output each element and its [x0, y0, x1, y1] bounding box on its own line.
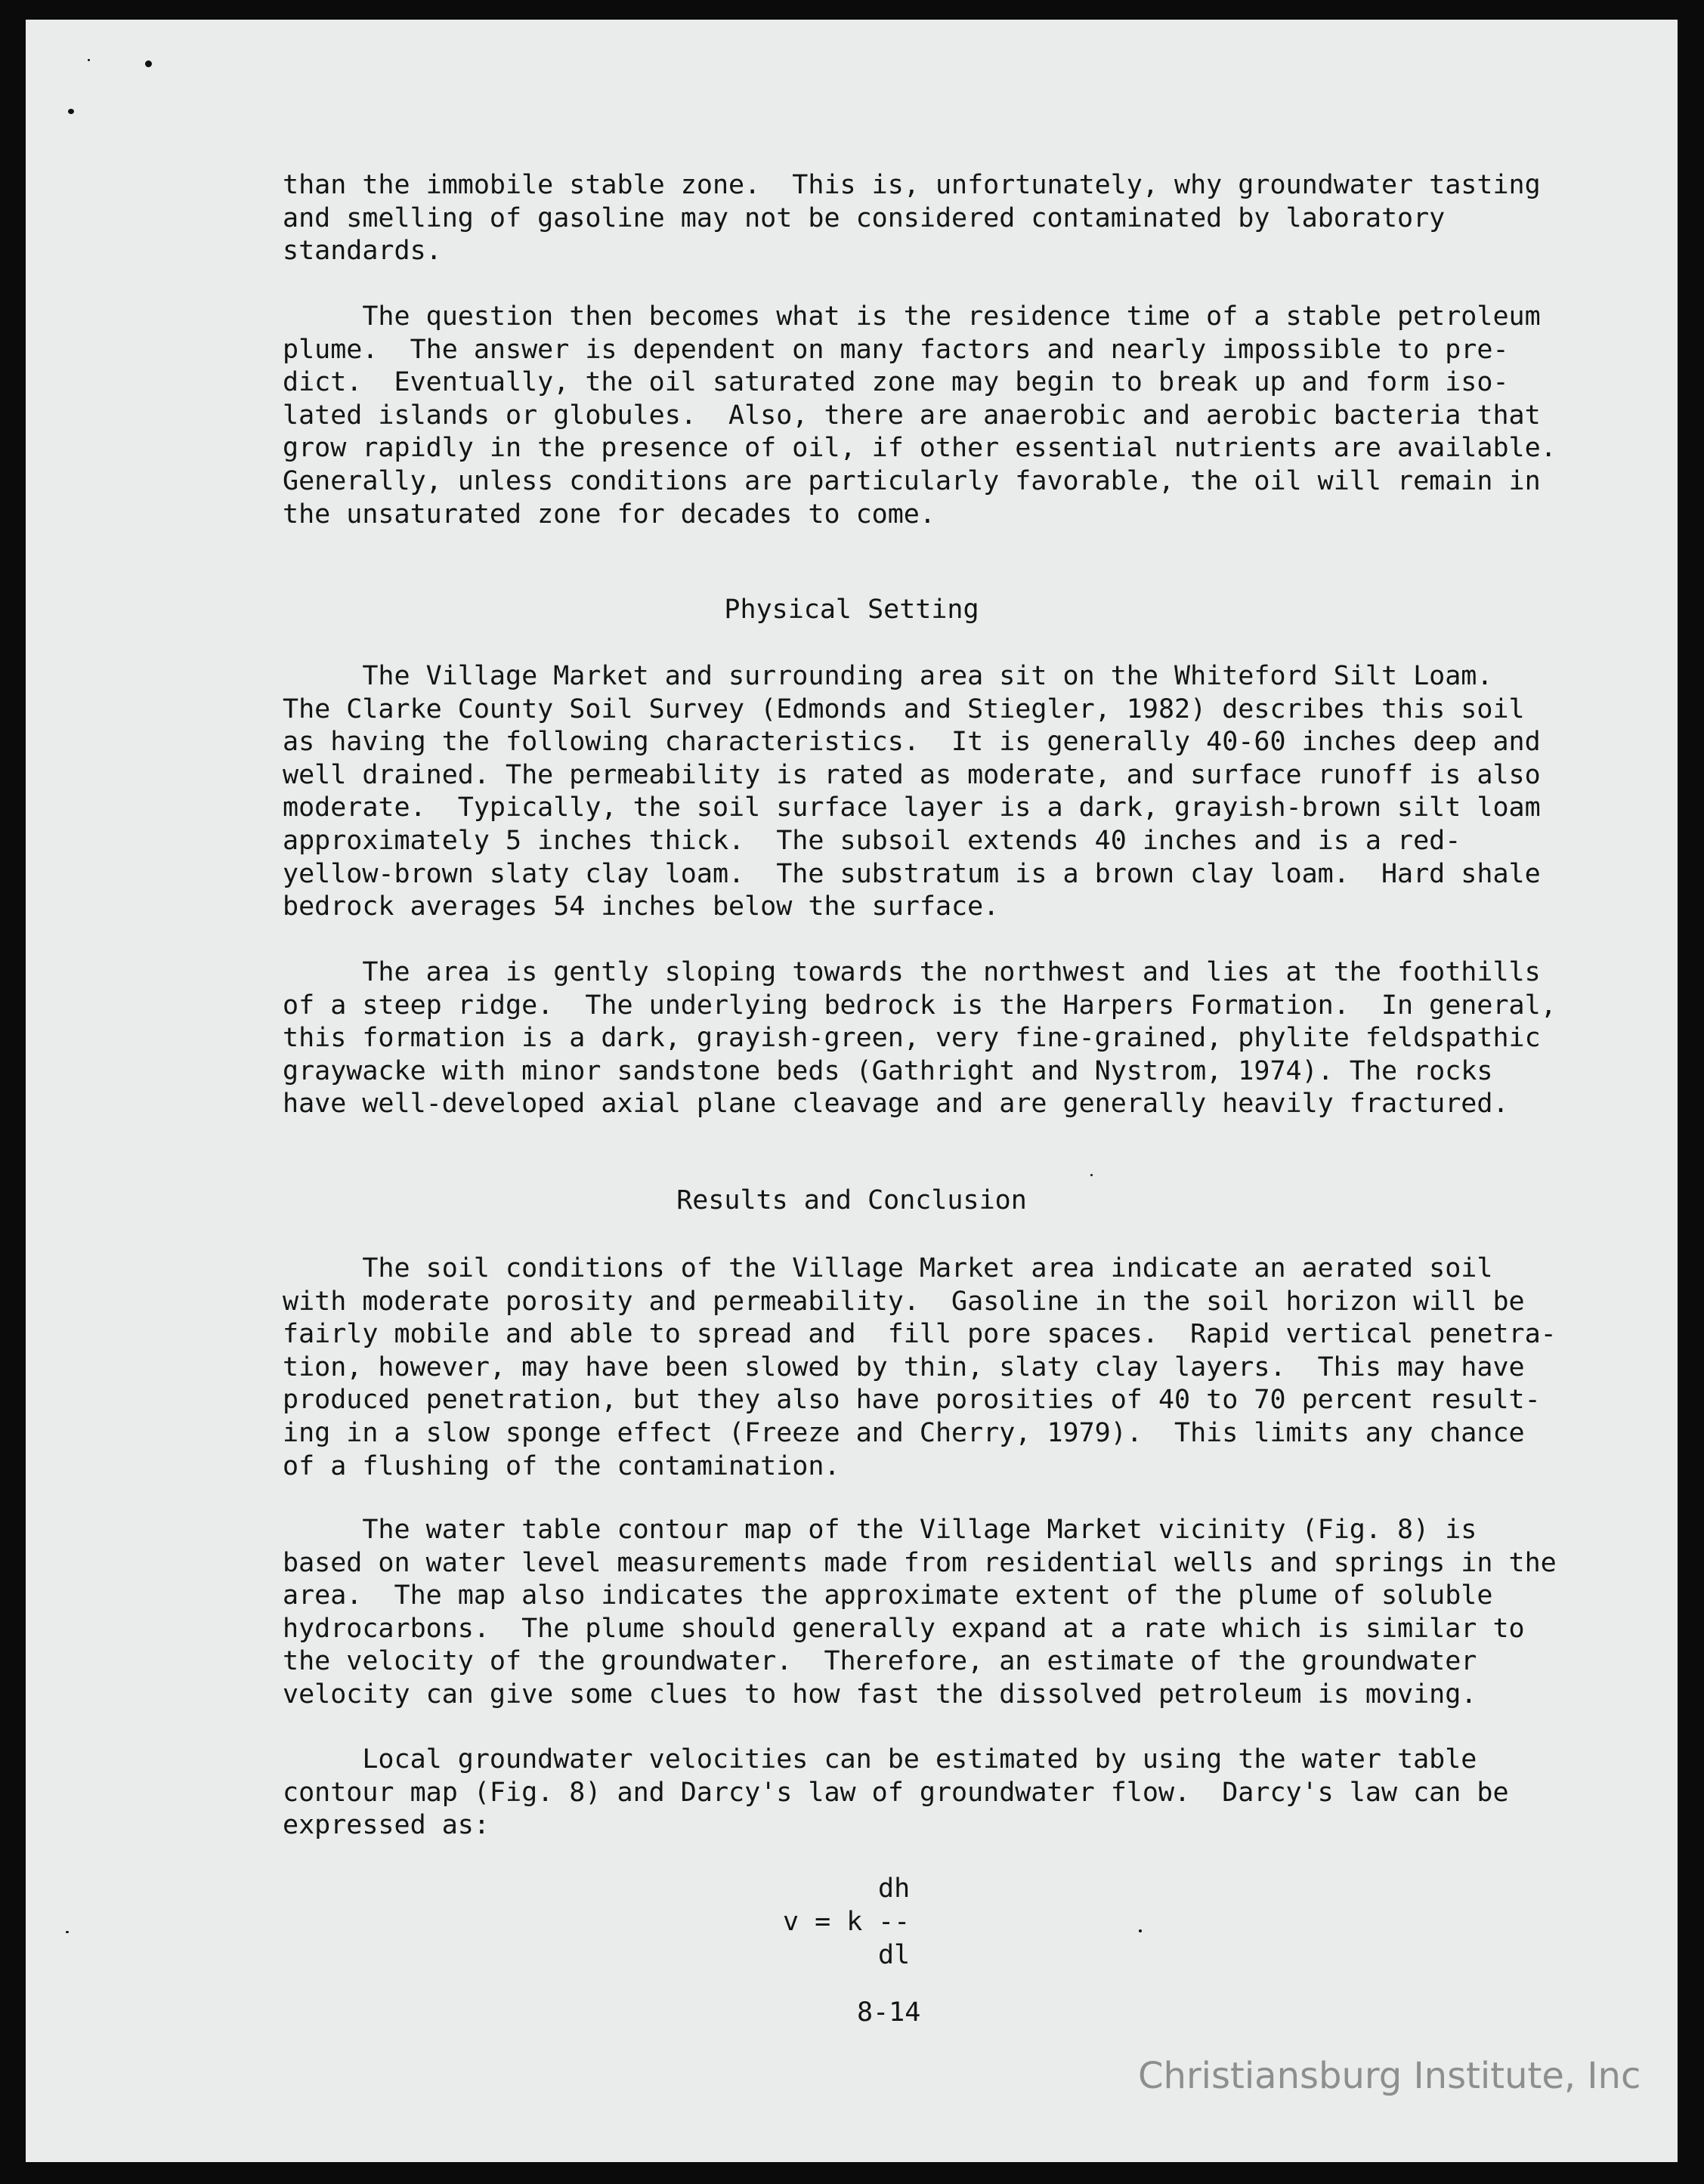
watermark-text: Christiansburg Institute, Inc — [1138, 2055, 1641, 2097]
paragraph-plume-intro: than the immobile stable zone. This is, unfortunately, why groundwater tasting and smelling of gasoline may not be considered contaminated by laboratory standards. — [283, 170, 1541, 267]
paragraph-residence-time: The question then becomes what is the residence time of a stable petroleum plume. The answer is dependent on many factors and nearly impossible to pre- dict. Eventually, the oil saturated zone may begin to break up and form iso- lated islands or globules. Also, there are anaerobic and aerobic bacteria that grow rapidly in the presence of oil, if other essential nutrients are available. Generally, unless conditions are particularly favorable, the oil will remain in the unsaturated zone for decades to come. — [283, 301, 1557, 530]
speck-mark — [88, 59, 90, 61]
paragraph-soil-description: The Village Market and surrounding area sit on the Whiteford Silt Loam. The Clarke County Soil Survey (Edmonds and Stiegler, 1982) describes this soil as having the following characteristics. It is generally 40-60 inches deep and well drained. The permeability is rated as moderate, and surface runoff is also moderate. Typically, the soil surface layer is a dark, grayish-brown silt loam approximately 5 inches thick. The subsoil extends 40 inches and is a red- yellow-brown slaty clay loam. The substratum is a brown clay loam. Hard shale bedrock averages 54 inches below the surface. — [283, 661, 1541, 922]
speck-mark — [68, 109, 74, 114]
formula-denominator: dl — [878, 1940, 911, 1970]
speck-mark — [145, 60, 152, 67]
paragraph-darcy-intro: Local groundwater velocities can be estimated by using the water table contour map (Fig. 8) and Darcy's law of groundwater flow. Darcy's law can be expressed as: — [283, 1744, 1509, 1841]
paragraph-water-table: The water table contour map of the Village Market vicinity (Fig. 8) is based on water level measurements made from residential wells and springs in the area. The map also indicates the approximate extent of the plume of soluble hydrocarbons. The plume should generally expand at a rate which is similar to the velocity of the groundwater. Therefore, an estimate of the groundwater velocity can give some clues to how fast the dissolved petroleum is moving. — [283, 1515, 1557, 1710]
paragraph-soil-conditions: The soil conditions of the Village Market area indicate an aerated soil with moderate porosity and permeability. Gasoline in the soil horizon will be fairly mobile and able to spread and fill pore spaces. Rapid vertical penetra- tion, however, may have been slowed by thin, slaty clay layers. This may have produced penetration, but they also have porosities of 40 to 70 percent result- ing in a slow sponge effect (Freeze and Cherry, 1979). This limits any chance of a flushing of the contamination. — [283, 1253, 1557, 1481]
paragraph-bedrock-description: The area is gently sloping towards the northwest and lies at the foothills of a steep ridge. The underlying bedrock is the Harpers Formation. In general, this formation is a dark, grayish-green, very fine-grained, phylite feldspathic graywacke with minor sandstone beds (Gathright and Nystrom, 1974). The rocks have well-developed axial plane cleavage and are generally heavily fractured. — [283, 957, 1557, 1120]
formula-fraction-bar: -- — [878, 1907, 911, 1937]
formula-lhs: v = k — [783, 1907, 863, 1937]
page-number: 8-14 — [857, 1997, 921, 2028]
section-heading-results-conclusion: Results and Conclusion — [676, 1185, 1027, 1216]
speck-mark — [1090, 1174, 1093, 1176]
formula-numerator: dh — [878, 1874, 911, 1904]
speck-mark — [66, 1931, 69, 1933]
section-heading-physical-setting: Physical Setting — [724, 595, 979, 625]
document-page — [26, 20, 1678, 2162]
speck-mark — [1139, 1929, 1142, 1932]
